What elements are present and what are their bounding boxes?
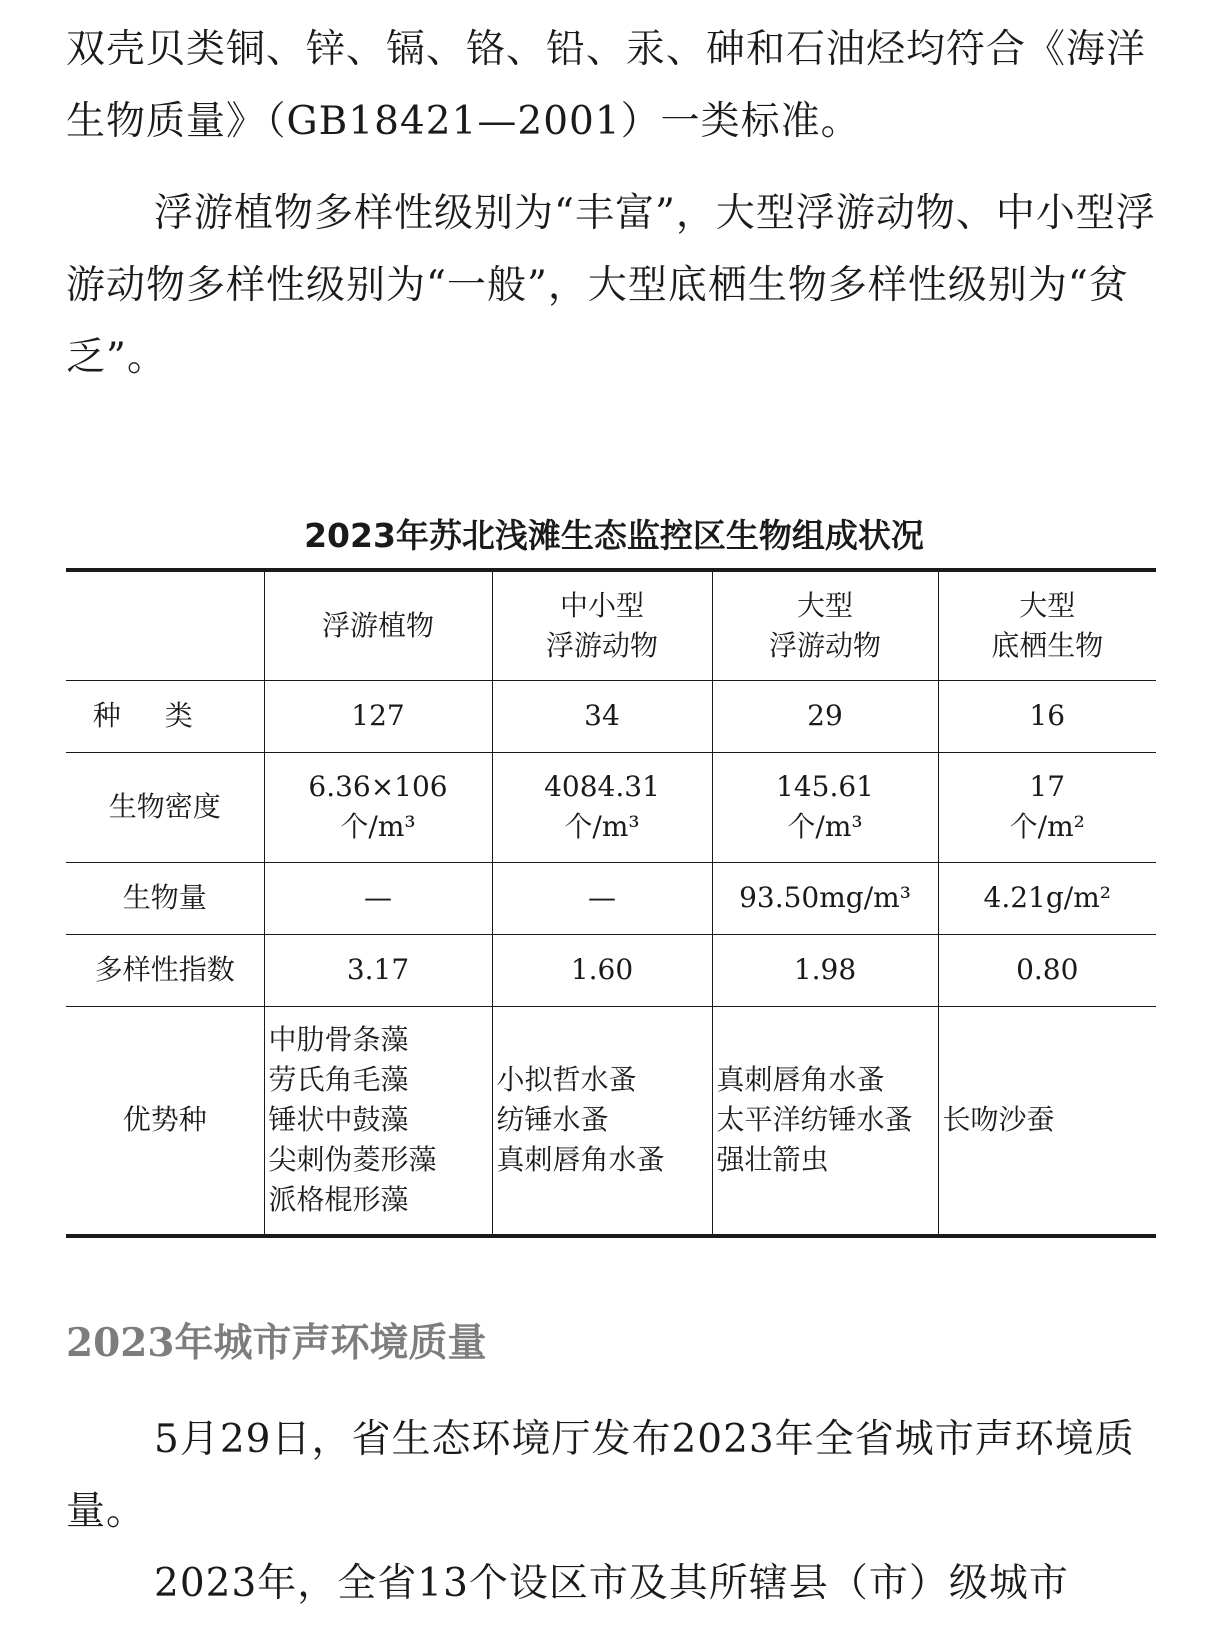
row-label-species: 种类 [66,680,264,752]
table-cell: 145.61 个/m³ [712,752,938,862]
section-heading: 2023年城市声环境质量 [66,1320,487,1366]
table-cell: 3.17 [264,934,492,1006]
table-cell: 6.36×106 个/m³ [264,752,492,862]
body-paragraph-2: 浮游植物多样性级别为“丰富”，大型浮游动物、中小型浮游动物多样性级别为“一般”，大型底栖生物多样性级别为“贫乏”。 [66,191,1156,380]
table-cell: — [492,862,712,934]
table-row-dominant [66,1006,1156,1236]
body-paragraph-1: 双壳贝类铜、锌、镉、铬、铅、汞、砷和石油烃均符合《海洋生物质量》（GB18421—2001）一类标准。 [66,27,1147,144]
table-header-row [66,570,1156,680]
header-large-zooplankton: 大型 浮游动物 [712,570,938,680]
table-row-biomass [66,862,1156,934]
row-label-diversity: 多样性指数 [66,934,264,1006]
table-cell: 0.80 [938,934,1156,1006]
biology-table [66,568,1156,1238]
row-label-dominant: 优势种 [66,1006,264,1236]
table-cell: 1.98 [712,934,938,1006]
table-cell: 93.50mg/m³ [712,862,938,934]
table-row-species [66,680,1156,752]
table-row-density [66,752,1156,862]
table-cell: 29 [712,680,938,752]
row-label-density: 生物密度 [66,752,264,862]
table-title: 2023年苏北浅滩生态监控区生物组成状况 [304,516,924,555]
header-phytoplankton: 浮游植物 [264,570,492,680]
row-label-biomass: 生物量 [66,862,264,934]
table-cell: 127 [264,680,492,752]
table-cell: 1.60 [492,934,712,1006]
table-cell: 真刺唇角水蚤 太平洋纺锤水蚤 强壮箭虫 [712,1006,938,1236]
header-corner [66,570,264,680]
table-cell: 4084.31 个/m³ [492,752,712,862]
table-cell: — [264,862,492,934]
table-cell: 4.21g/m² [938,862,1156,934]
table-cell: 34 [492,680,712,752]
table-cell: 小拟哲水蚤 纺锤水蚤 真刺唇角水蚤 [492,1006,712,1236]
table-cell: 16 [938,680,1156,752]
table-cell: 17 个/m² [938,752,1156,862]
body-paragraph-3: 5月29日，省生态环境厅发布2023年全省城市声环境质量。 [66,1417,1135,1534]
table-cell: 中肋骨条藻 劳氏角毛藻 锤状中鼓藻 尖刺伪菱形藻 派格棍形藻 [264,1006,492,1236]
table-row-diversity [66,934,1156,1006]
header-small-zooplankton: 中小型 浮游动物 [492,570,712,680]
table-cell: 长吻沙蚕 [938,1006,1156,1236]
body-paragraph-4: 2023年，全省13个设区市及其所辖县（市）级城市 [154,1561,1069,1606]
header-macrobenthos: 大型 底栖生物 [938,570,1156,680]
